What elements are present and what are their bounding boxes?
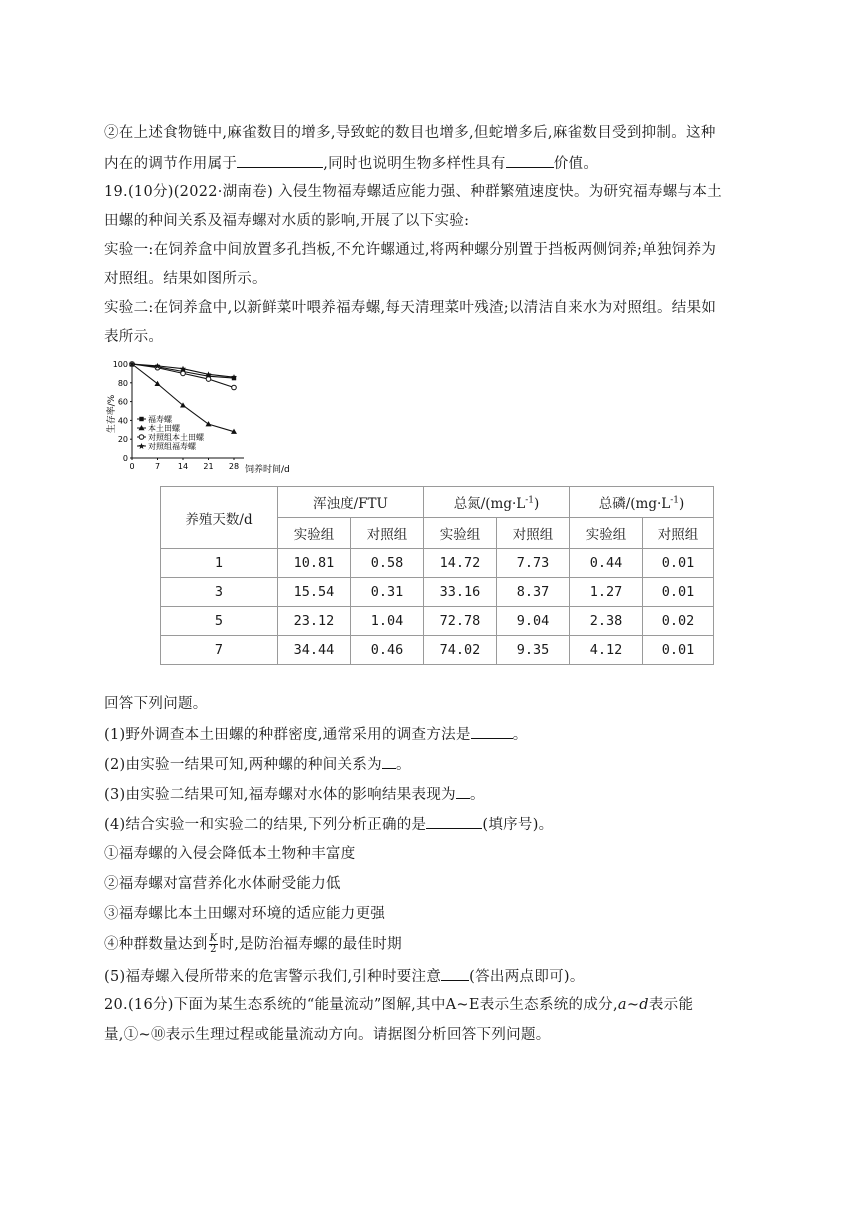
table-cell: 5 bbox=[161, 607, 278, 636]
table-header-row bbox=[161, 487, 714, 518]
text-span: ,同时也说明生物多样性具有 bbox=[323, 156, 506, 172]
text-span: (3)由实验二结果可知,福寿螺对水体的影响结果表现为 bbox=[104, 787, 456, 803]
table-cell: 0.01 bbox=[643, 578, 714, 607]
table-cell: 2.38 bbox=[570, 607, 643, 636]
text-span: (4)结合实验一和实验二的结果,下列分析正确的是 bbox=[104, 817, 427, 833]
paragraph-line: 量,①~⑩表示生理过程或能量流动方向。请据图分析回答下列问题。 bbox=[104, 1027, 551, 1043]
y-tick-label: 20 bbox=[117, 435, 128, 445]
table-cell: 8.37 bbox=[497, 578, 570, 607]
header-text: 总氮/(mg·L bbox=[453, 496, 526, 512]
text-span: (答出两点即可)。 bbox=[469, 969, 585, 985]
table-cell: 34.44 bbox=[278, 636, 351, 665]
table-cell: 0.46 bbox=[351, 636, 424, 665]
table-cell: 74.02 bbox=[424, 636, 497, 665]
x-tick-label: 14 bbox=[177, 462, 189, 471]
fraction-denominator: 2 bbox=[210, 944, 217, 955]
paragraph-line: 实验一:在饲养盒中间放置多孔挡板,不允许螺通过,将两种螺分别置于挡板两侧饲养;单独饲养为 bbox=[104, 242, 717, 258]
text-span: 表示能 bbox=[648, 997, 694, 1013]
chart-legend bbox=[137, 414, 205, 451]
y-tick-label: 100 bbox=[112, 360, 128, 369]
text-span: 20.(16分)下面为某生态系统的“能量流动”图解,其中A~E表示生态系统的成分, bbox=[104, 997, 618, 1013]
table-cell: 0.31 bbox=[351, 578, 424, 607]
question-line bbox=[104, 814, 553, 835]
table-row bbox=[161, 607, 714, 636]
open-circle-marker bbox=[206, 377, 211, 382]
open-circle-marker bbox=[232, 385, 237, 390]
paragraph-line: 田螺的种间关系及福寿螺对水质的影响,开展了以下实验: bbox=[104, 213, 470, 229]
table-cell: 23.12 bbox=[278, 607, 351, 636]
x-tick-label: 7 bbox=[154, 462, 161, 471]
table-subheader-cell: 对照组 bbox=[497, 518, 570, 549]
text-span: 价值。 bbox=[553, 156, 599, 172]
table-cell: 33.16 bbox=[424, 578, 497, 607]
table-header-cell: 养殖天数/d bbox=[161, 487, 278, 549]
text-span: (2)由实验一结果可知,两种螺的种间关系为 bbox=[104, 757, 382, 773]
table-cell: 0.44 bbox=[570, 549, 643, 578]
open-circle-marker bbox=[181, 371, 186, 376]
square-marker bbox=[139, 417, 143, 421]
table-subheader-cell: 对照组 bbox=[643, 518, 714, 549]
y-tick-label: 60 bbox=[117, 397, 128, 407]
table-cell: 72.78 bbox=[424, 607, 497, 636]
paragraph-line bbox=[104, 995, 693, 1015]
table-row bbox=[161, 636, 714, 665]
legend-label: 对照组福寿螺 bbox=[148, 442, 196, 451]
table-subheader-cell: 实验组 bbox=[278, 518, 351, 549]
table-cell: 9.35 bbox=[497, 636, 570, 665]
paragraph-line: ②在上述食物链中,麻雀数目的增多,导致蛇的数目也增多,但蛇增多后,麻雀数目受到抑制。这种 bbox=[104, 125, 716, 141]
answer-blank[interactable] bbox=[382, 754, 396, 769]
y-axis-label: 生存率/% bbox=[107, 394, 117, 434]
header-superscript: -1 bbox=[670, 495, 679, 506]
table-cell: 0.01 bbox=[643, 549, 714, 578]
y-tick-label: 80 bbox=[117, 378, 128, 388]
table-cell: 10.81 bbox=[278, 549, 351, 578]
legend-label: 对照组本土田螺 bbox=[148, 433, 204, 442]
table-subheader-cell: 实验组 bbox=[570, 518, 643, 549]
table-header-cell bbox=[424, 487, 570, 518]
header-text: ) bbox=[679, 496, 685, 512]
text-span: 时,是防治福寿螺的最佳时期 bbox=[219, 936, 402, 953]
text-italic: a~d bbox=[617, 997, 649, 1013]
option-line: ①福寿螺的入侵会降低本土物种丰富度 bbox=[104, 846, 356, 862]
text-span: 。 bbox=[512, 727, 528, 743]
table-subheader-cell: 实验组 bbox=[424, 518, 497, 549]
table-row bbox=[161, 549, 714, 578]
paragraph-line: 回答下列问题。 bbox=[104, 696, 208, 712]
text-span: 。 bbox=[469, 787, 485, 803]
survival-rate-chart bbox=[104, 356, 314, 478]
answer-blank[interactable] bbox=[237, 153, 323, 168]
legend-label: 本土田螺 bbox=[148, 424, 180, 433]
table-cell: 4.12 bbox=[570, 636, 643, 665]
paragraph-line bbox=[104, 153, 598, 174]
header-superscript: -1 bbox=[525, 495, 534, 506]
table-cell: 1.27 bbox=[570, 578, 643, 607]
paragraph-line: 19.(10分)(2022·湖南卷) 入侵生物福寿螺适应能力强、种群繁殖速度快。为研究福寿螺与本土 bbox=[104, 184, 722, 200]
table-cell: 7 bbox=[161, 636, 278, 665]
option-line: ③福寿螺比本土田螺对环境的适应能力更强 bbox=[104, 906, 386, 922]
table-cell: 7.73 bbox=[497, 549, 570, 578]
paragraph-line: 表所示。 bbox=[104, 329, 164, 345]
fraction-k-over-2 bbox=[209, 934, 219, 955]
header-text: ) bbox=[534, 496, 540, 512]
legend-label: 福寿螺 bbox=[148, 415, 172, 424]
text-span: 内在的调节作用属于 bbox=[104, 156, 238, 172]
table-row bbox=[161, 578, 714, 607]
table-cell: 3 bbox=[161, 578, 278, 607]
fraction-numerator: K bbox=[209, 933, 218, 944]
option-line bbox=[104, 934, 402, 955]
table-cell: 15.54 bbox=[278, 578, 351, 607]
text-span: (5)福寿螺入侵所带来的危害警示我们,引种时要注意 bbox=[104, 969, 442, 985]
table-cell: 0.02 bbox=[643, 607, 714, 636]
table-header-cell bbox=[570, 487, 714, 518]
open-circle-marker bbox=[139, 435, 144, 440]
answer-blank[interactable] bbox=[456, 784, 470, 799]
text-span: 。 bbox=[395, 757, 411, 773]
x-tick-label: 0 bbox=[129, 462, 135, 471]
text-span: ④种群数量达到 bbox=[104, 936, 208, 953]
water-quality-table bbox=[160, 486, 714, 665]
table-header-cell: 浑浊度/FTU bbox=[278, 487, 424, 518]
y-tick-label: 0 bbox=[122, 454, 128, 463]
table-cell: 1.04 bbox=[351, 607, 424, 636]
answer-blank[interactable] bbox=[506, 153, 554, 168]
table-cell: 14.72 bbox=[424, 549, 497, 578]
x-tick-label: 21 bbox=[203, 462, 214, 471]
text-span: (1)野外调查本土田螺的种群密度,通常采用的调查方法是 bbox=[104, 727, 471, 743]
header-text: 总磷/(mg·L bbox=[598, 496, 671, 512]
answer-blank[interactable] bbox=[441, 966, 469, 981]
option-line: ②福寿螺对富营养化水体耐受能力低 bbox=[104, 876, 341, 892]
question-line bbox=[104, 784, 485, 805]
paragraph-line: 对照组。结果如图所示。 bbox=[104, 271, 267, 287]
table-cell: 0.01 bbox=[643, 636, 714, 665]
answer-blank[interactable] bbox=[426, 814, 482, 829]
answer-blank[interactable] bbox=[471, 724, 513, 739]
table-subheader-cell: 对照组 bbox=[351, 518, 424, 549]
y-tick-label: 40 bbox=[117, 416, 128, 426]
x-tick-label: 28 bbox=[228, 462, 240, 471]
question-line bbox=[104, 724, 528, 745]
table-cell: 0.58 bbox=[351, 549, 424, 578]
question-line bbox=[104, 754, 411, 775]
table-cell: 9.04 bbox=[497, 607, 570, 636]
question-line bbox=[104, 966, 585, 987]
paragraph-line: 实验二:在饲养盒中,以新鲜菜叶喂养福寿螺,每天清理菜叶残渣;以清洁自来水为对照组。结果如 bbox=[104, 300, 717, 316]
table-cell: 1 bbox=[161, 549, 278, 578]
text-span: (填序号)。 bbox=[482, 817, 554, 833]
x-axis-label: 饲养时间/d bbox=[245, 465, 290, 475]
